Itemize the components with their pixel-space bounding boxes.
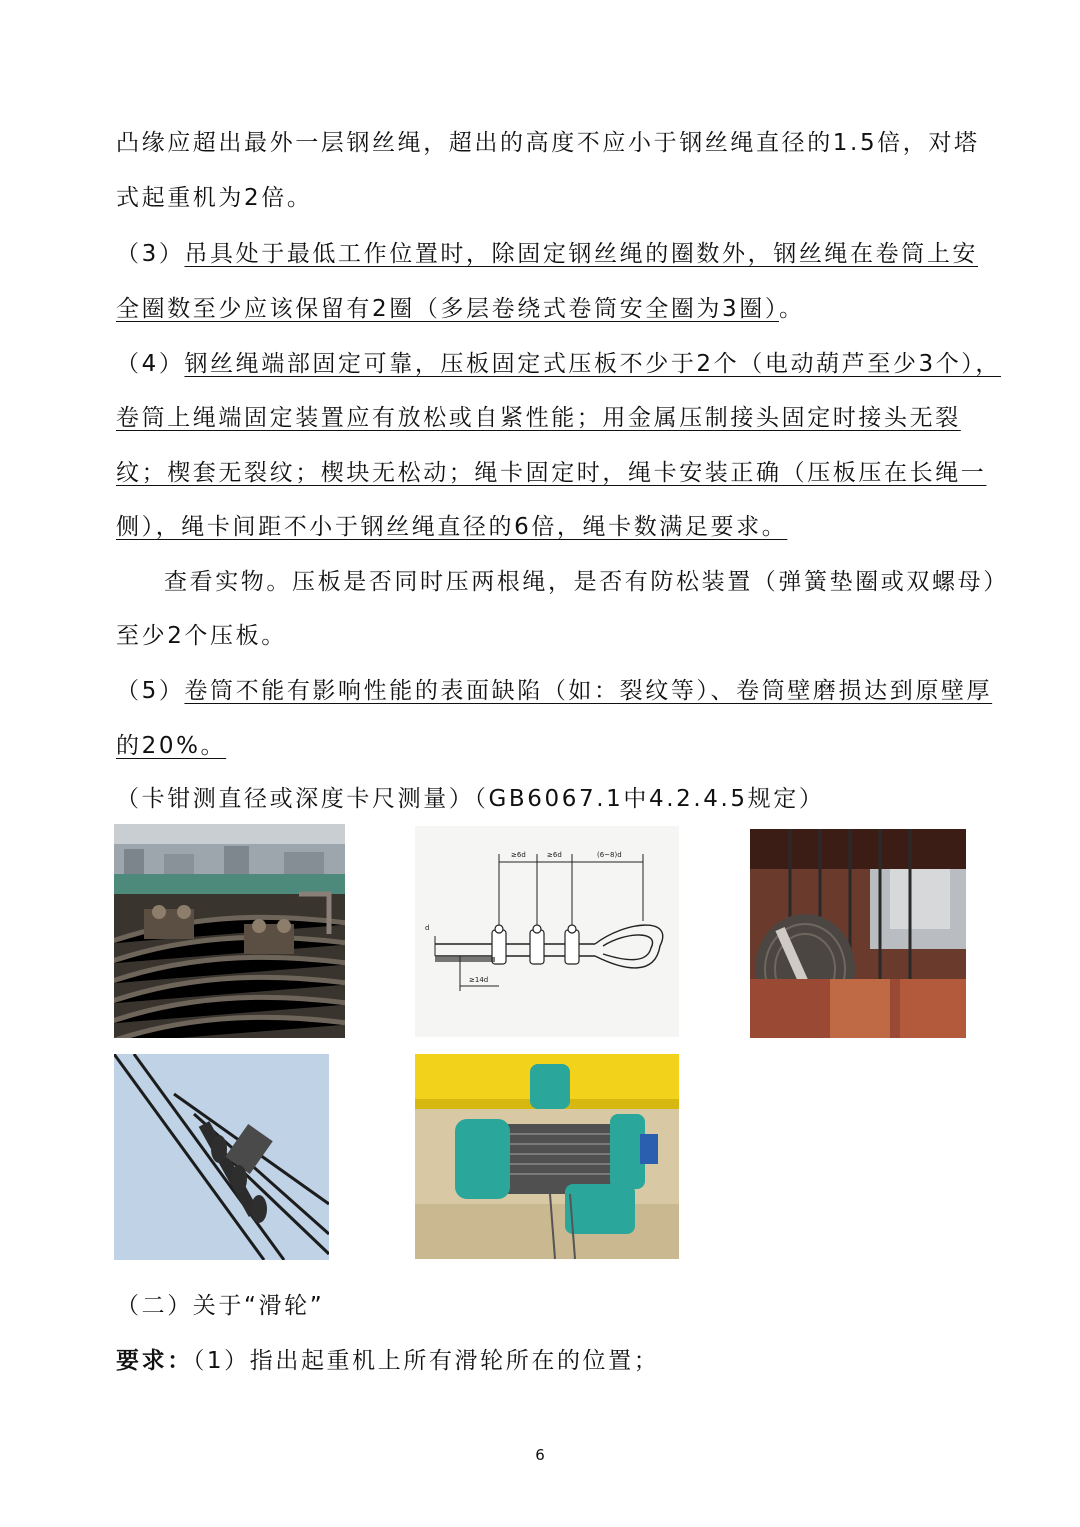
check-line-1: 查看实物。压板是否同时压两根绳，是否有防松装置（弹簧垫圈或双螺母） — [164, 569, 1009, 595]
para-line-2: 式起重机为2倍。 — [116, 185, 313, 211]
check-line-2: 至少2个压板。 — [116, 623, 287, 649]
requirement-line — [116, 1346, 659, 1376]
dim-label-d: d — [425, 924, 430, 932]
section-title-pulley: （二）关于“滑轮” — [116, 1293, 325, 1319]
para-line-1: 凸缘应超出最外一层钢丝绳，超出的高度不应小于钢丝绳直径的1.5倍，对塔 — [116, 130, 980, 156]
requirement-text: （1）指出起重机上所有滑轮所在的位置； — [192, 1348, 660, 1374]
item-3-line-1 — [116, 239, 978, 269]
dim-label-2: ≥6d — [547, 851, 562, 859]
rope-clamp-sky-photo — [114, 1054, 329, 1260]
item-5-line-2: 的20%。 — [116, 733, 227, 759]
drum-guard-photo — [750, 829, 966, 1038]
item-4-line-3: 纹；楔套无裂纹；楔块无松动；绳卡固定时，绳卡安装正确（压板压在长绳一 — [116, 460, 987, 486]
rope-clip-diagram — [415, 826, 679, 1037]
item-5-text-a: 卷筒不能有影响性能的表面缺陷（如：裂纹等）、卷筒壁磨损达到原壁厚 — [184, 678, 993, 704]
item-4-text-a: 钢丝绳端部固定可靠，压板固定式压板不少于2个（电动葫芦至少3个）， — [184, 351, 1002, 377]
item-3-line-2 — [116, 294, 805, 324]
item-3-number: （3） — [116, 241, 185, 267]
page-number: 6 — [535, 1446, 545, 1464]
item-3-text-end: 。 — [778, 296, 805, 322]
item-3-text-b: 全圈数至少应该保留有2圈（多层卷绕式卷筒安全圈为3圈） — [116, 296, 779, 322]
item-4-line-1 — [116, 349, 1001, 379]
dim-label-1: ≥6d — [511, 851, 526, 859]
item-4-line-4: 侧），绳卡间距不小于钢丝绳直径的6倍，绳卡数满足要求。 — [116, 514, 788, 540]
dim-label-3: (6~8)d — [597, 851, 622, 859]
item-5-line-1 — [116, 676, 992, 706]
item-5-number: （5） — [116, 678, 185, 704]
electric-hoist-photo — [415, 1054, 679, 1259]
measure-note: （卡钳测直径或深度卡尺测量）（GB6067.1中4.2.4.5规定） — [116, 786, 825, 812]
item-4-line-2: 卷筒上绳端固定装置应有放松或自紧性能；用金属压制接头固定时接头无裂 — [116, 405, 961, 431]
dim-label-4: ≥14d — [469, 976, 489, 984]
item-4-number: （4） — [116, 351, 185, 377]
requirement-label: 要求： — [116, 1348, 193, 1374]
item-3-text-a: 吊具处于最低工作位置时，除固定钢丝绳的圈数外，钢丝绳在卷筒上安 — [184, 241, 979, 267]
drum-clamp-photo — [114, 824, 345, 1038]
